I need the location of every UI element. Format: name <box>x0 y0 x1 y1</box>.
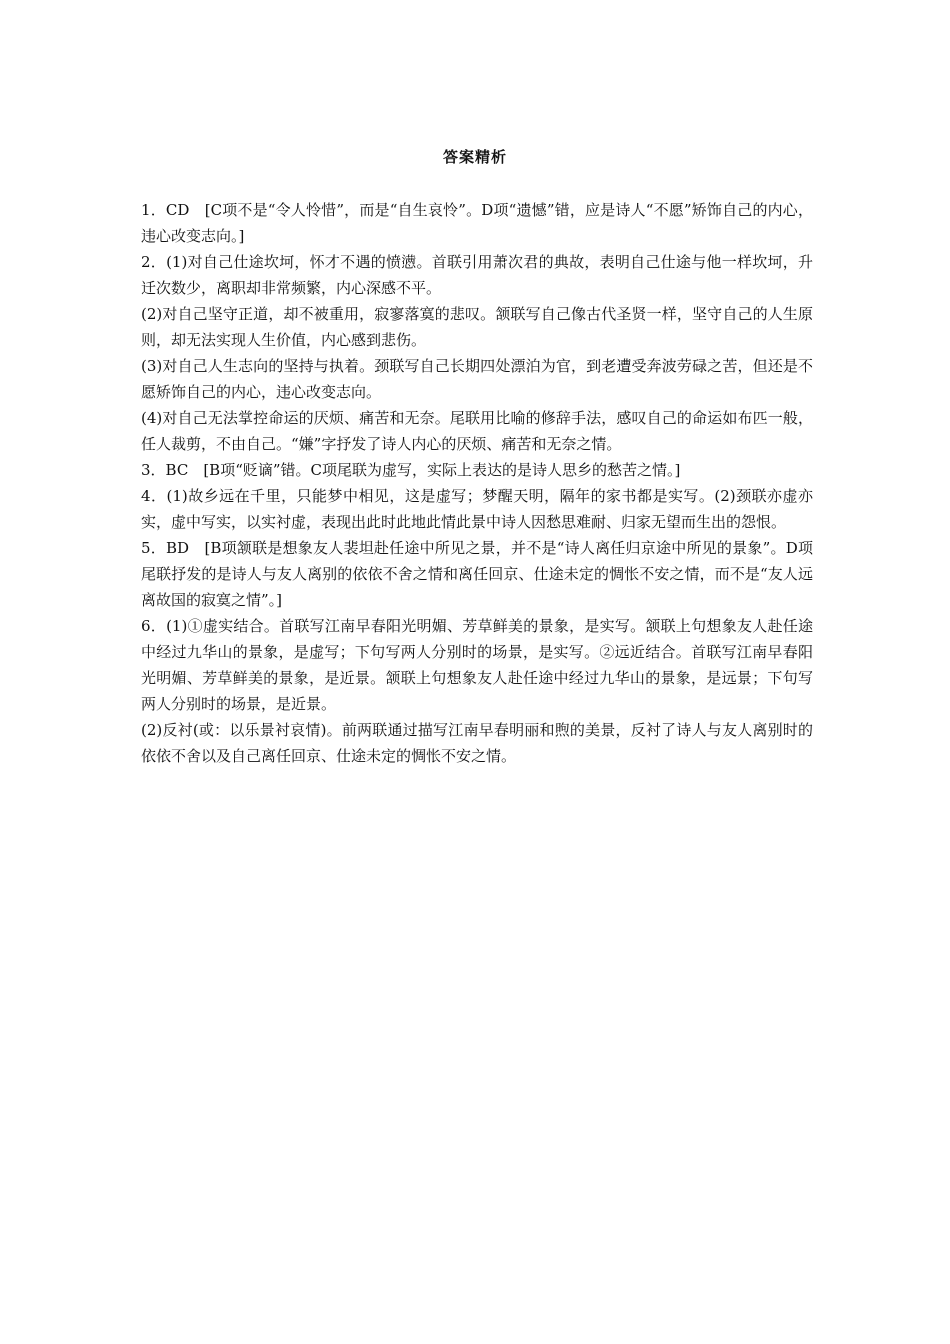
answer-6-part-2: (2)反衬(或：以乐景衬哀情)。前两联通过描写江南早春明丽和煦的美景，反衬了诗人与友人离别时的依依不舍以及自己离任回京、仕途未定的惆怅不安之情。 <box>141 721 813 765</box>
answer-4: 4．(1)故乡远在千里，只能梦中相见，这是虚写；梦醒天明，隔年的家书都是实写。(2)颈联亦虚亦实，虚中写实，以实衬虚，表现出此时此地此情此景中诗人因愁思难耐、归家无望而生出的怨恨。 <box>141 487 813 531</box>
answer-2-part-4: (4)对自己无法掌控命运的厌烦、痛苦和无奈。尾联用比喻的修辞手法，感叹自己的命运如布匹一般，任人裁剪，不由自己。“嫌”字抒发了诗人内心的厌烦、痛苦和无奈之情。 <box>141 409 813 453</box>
answer-5: 5．BD [B项颔联是想象友人裴坦赴任途中所见之景，并不是“诗人离任归京途中所见的景象”。D项尾联抒发的是诗人与友人离别的依依不舍之情和离任回京、仕途未定的惆怅不安之情，而不是“友人远离故国的寂寞之情”。] <box>141 539 813 609</box>
answer-3: 3．BC [B项“贬谪”错。C项尾联为虚写，实际上表达的是诗人思乡的愁苦之情。] <box>141 461 681 479</box>
answer-6-part-1: 6．(1)①虚实结合。首联写江南早春阳光明媚、芳草鲜美的景象，是实写。颔联上句想象友人赴任途中经过九华山的景象，是虚写；下句写两人分别时的场景，是实写。②远近结合。首联写江南早春阳光明媚、芳草鲜美的景象，是近景。颔联上句想象友人赴任途中经过九华山的景象，是远景；下句写两人分别时的场景，是近景。 <box>141 617 813 713</box>
answer-2-part-3: (3)对自己人生志向的坚持与执着。颈联写自己长期四处漂泊为官，到老遭受奔波劳碌之苦，但还是不愿矫饰自己的内心，违心改变志向。 <box>141 357 813 401</box>
answer-list <box>141 197 813 769</box>
page-title: 答案精析 <box>442 148 507 166</box>
answer-2-part-2: (2)对自己坚守正道，却不被重用，寂寥落寞的悲叹。颔联写自己像古代圣贤一样，坚守自己的人生原则，却无法实现人生价值，内心感到悲伤。 <box>141 305 813 349</box>
answer-2-part-1: 2．(1)对自己仕途坎坷，怀才不遇的愤懑。首联引用萧次君的典故，表明自己仕途与他一样坎坷，升迁次数少，离职却非常频繁，内心深感不平。 <box>141 253 813 297</box>
answer-1: 1．CD [C项不是“令人怜惜”，而是“自生哀怜”。D项“遗憾”错，应是诗人“不愿”矫饰自己的内心，违心改变志向。] <box>141 201 813 245</box>
